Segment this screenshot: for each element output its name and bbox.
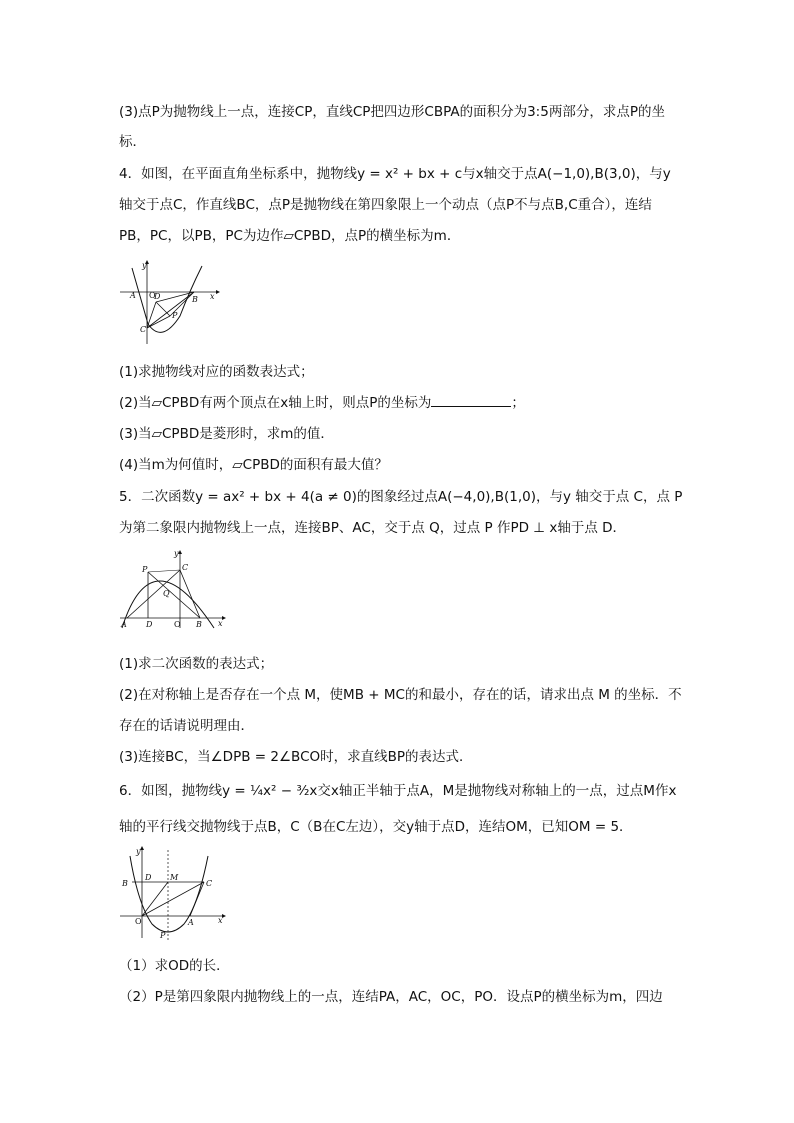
fig5-label-x: x: [218, 619, 223, 628]
fig6-label-p: P: [160, 931, 166, 940]
problem-6-line2: 轴的平行线交抛物线于点B，C（B在C左边），交y轴于点D，连结OM，已知OM = 5．: [119, 819, 633, 835]
problem-3-part3-line2: 标．: [119, 134, 146, 150]
fig4-label-c: C: [140, 325, 147, 334]
problem-4-part2-end: ；: [511, 395, 525, 411]
problem-5-part3: (3)连接BC，当∠DPB = 2∠BCO时，求直线BP的表达式．: [119, 749, 473, 765]
problem-4-line1: 4．如图，在平面直角坐标系中，抛物线y = x² + bx + c与x轴交于点A(−1,0),B(3,0)，与y: [119, 166, 671, 182]
problem-3-part3-line1: (3)点P为抛物线上一点，连接CP，直线CP把四边形CBPA的面积分为3:5两部分，求点P的坐: [119, 104, 665, 120]
problem-5-line1: 5．二次函数y = ax² + bx + 4(a ≠ 0)的图象经过点A(−4,0),B(1,0)，与y 轴交于点 C，点 P: [119, 489, 683, 505]
fig5-label-y: y: [174, 549, 179, 558]
figure-problem-6: [118, 844, 228, 942]
fig6-label-o: O: [135, 917, 142, 926]
problem-5-part1: (1)求二次函数的表达式；: [119, 656, 274, 672]
fig4-label-o: O: [149, 291, 156, 300]
problem-6-line1: 6．如图，抛物线y = ¼x² − ³⁄₂x交x轴正半轴于点A，M是抛物线对称轴上的一点，过点M作x: [119, 783, 677, 799]
problem-5-part2-line1: (2)在对称轴上是否存在一个点 M，使MB + MC的和最小，存在的话，请求出点 M 的坐标．不: [119, 687, 682, 703]
problem-5-line2: 为第二象限内抛物线上一点，连接BP、AC，交于点 Q，过点 P 作PD ⊥ x轴于点 D．: [119, 520, 627, 536]
fig6-label-c: C: [206, 879, 213, 888]
fig4-label-x: x: [210, 292, 215, 301]
problem-4-part1: (1)求抛物线对应的函数表达式；: [119, 364, 314, 380]
fig5-label-c: C: [182, 563, 189, 572]
fig4-label-d: D: [154, 292, 161, 301]
problem-4-part2: [119, 394, 525, 412]
figure-problem-5: [118, 548, 228, 630]
fig4-label-p: P: [172, 311, 178, 320]
fig6-label-x: x: [218, 916, 223, 925]
fig4-label-a: A: [130, 291, 136, 300]
problem-4-part3: (3)当▱CPBD是菱形时，求m的值．: [119, 426, 334, 442]
fig6-label-a: A: [188, 918, 194, 927]
fig6-label-d: D: [145, 873, 152, 882]
problem-6-part1: （1）求OD的长．: [119, 958, 230, 974]
fig4-label-y: y: [142, 261, 147, 270]
fig6-label-y: y: [136, 847, 141, 856]
problem-4-line2: 轴交于点C，作直线BC，点P是抛物线在第四象限上一个动点（点P不与点B,C重合），连结: [119, 197, 652, 213]
problem-4-line3: PB，PC，以PB，PC为边作▱CPBD，点P的横坐标为m．: [119, 228, 461, 244]
fig5-label-d: D: [146, 620, 153, 629]
fig4-label-b: B: [192, 295, 198, 304]
fig6-label-m: M: [170, 873, 179, 882]
figure-problem-4: [118, 258, 222, 348]
fig5-label-b: B: [196, 620, 202, 629]
problem-5-part2-line2: 存在的话请说明理由．: [119, 718, 254, 734]
fig5-label-o: O: [174, 620, 181, 629]
fig5-label-a: A: [121, 620, 127, 629]
problem-4-part4: (4)当m为何值时，▱CPBD的面积有最大值？: [119, 457, 388, 473]
fig5-label-p: P: [142, 565, 148, 574]
problem-6-part2: （2）P是第四象限内抛物线上的一点，连结PA，AC，OC，PO．设点P的横坐标为m，四边: [119, 989, 663, 1005]
answer-blank: [431, 394, 511, 407]
fig5-label-q: Q: [163, 589, 170, 598]
fig6-label-b: B: [122, 879, 128, 888]
problem-4-part2-text: (2)当▱CPBD有两个顶点在x轴上时，则点P的坐标为: [119, 395, 432, 411]
